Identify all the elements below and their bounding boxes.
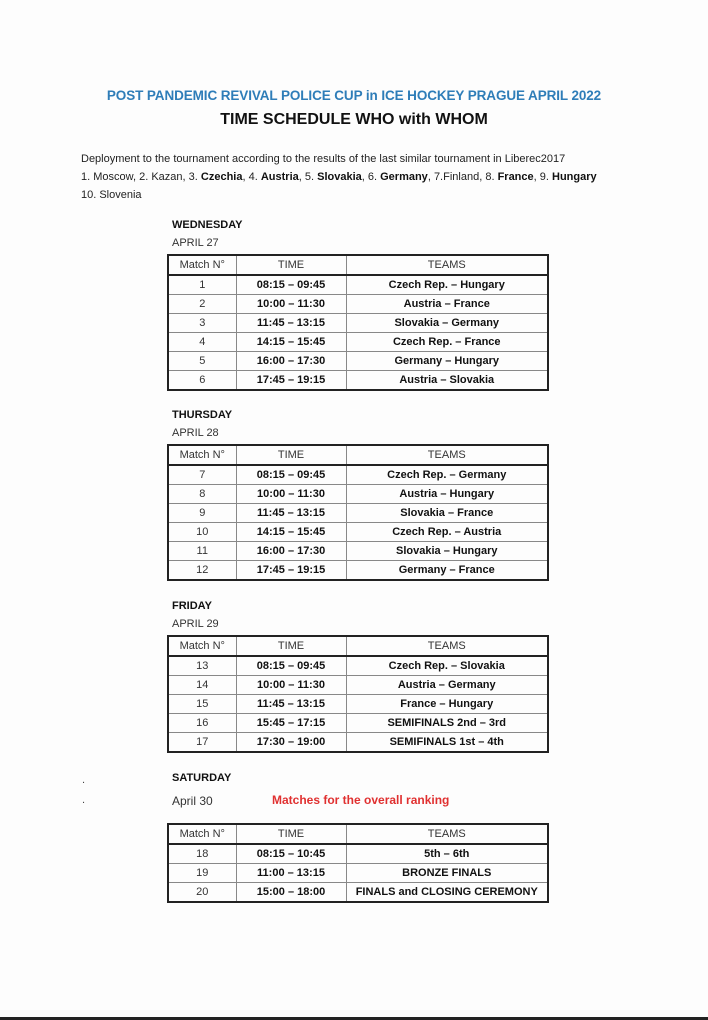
- match-teams: Slovakia – France: [346, 504, 548, 523]
- match-time: 16:00 – 17:30: [236, 352, 346, 371]
- document-title: POST PANDEMIC REVIVAL POLICE CUP in ICE HOCKEY PRAGUE APRIL 2022: [106, 88, 602, 103]
- intro-text: [81, 150, 641, 204]
- match-number: 12: [168, 561, 236, 581]
- match-number: 19: [168, 864, 236, 883]
- match-teams: Slovakia – Hungary: [346, 542, 548, 561]
- match-number: 3: [168, 314, 236, 333]
- table-row: [168, 465, 548, 485]
- ranking-position: 5.: [304, 171, 318, 183]
- match-teams: Austria – Germany: [346, 676, 548, 695]
- match-time: 10:00 – 11:30: [236, 295, 346, 314]
- table-row: [168, 561, 548, 581]
- ranking-separator: ,: [427, 171, 434, 183]
- table-row: [168, 333, 548, 352]
- match-number: 20: [168, 883, 236, 903]
- table-header-row: [168, 824, 548, 844]
- margin-mark: .: [82, 794, 86, 806]
- table-row: [168, 695, 548, 714]
- table-header-row: [168, 636, 548, 656]
- schedule-table-thursday: [167, 444, 549, 581]
- table-row: [168, 275, 548, 295]
- match-time: 10:00 – 11:30: [236, 676, 346, 695]
- match-time: 11:45 – 13:15: [236, 314, 346, 333]
- match-teams: FINALS and CLOSING CEREMONY: [346, 883, 548, 903]
- table-row: [168, 352, 548, 371]
- match-number: 14: [168, 676, 236, 695]
- ranking-team: Czechia: [200, 171, 243, 183]
- ranking-separator: ,: [479, 171, 486, 183]
- match-teams: France – Hungary: [346, 695, 548, 714]
- match-teams: Czech Rep. – Austria: [346, 523, 548, 542]
- match-teams: 5th – 6th: [346, 844, 548, 864]
- match-time: 17:45 – 19:15: [236, 561, 346, 581]
- day-date-thursday: APRIL 28: [172, 427, 219, 439]
- ranking-separator: ,: [132, 171, 140, 183]
- table-row: [168, 485, 548, 504]
- day-heading-friday: FRIDAY: [172, 600, 212, 612]
- match-teams: Czech Rep. – Germany: [346, 465, 548, 485]
- day-date-saturday: April 30: [172, 794, 213, 808]
- match-number-header: Match N°: [168, 636, 236, 656]
- schedule-table-saturday: [167, 823, 549, 903]
- time-header: TIME: [236, 636, 346, 656]
- margin-mark: .: [82, 774, 86, 786]
- match-time: 08:15 – 09:45: [236, 656, 346, 676]
- day-date-friday: APRIL 29: [172, 618, 219, 630]
- match-teams: SEMIFINALS 2nd – 3rd: [346, 714, 548, 733]
- match-teams: Czech Rep. – France: [346, 333, 548, 352]
- match-teams: Austria – France: [346, 295, 548, 314]
- table-row: [168, 676, 548, 695]
- table-row: [168, 733, 548, 753]
- match-number: 1: [168, 275, 236, 295]
- ranking-line-2: 10. Slovenia: [81, 189, 142, 201]
- ranking-team: Kazan: [151, 171, 183, 183]
- day-date-wednesday: APRIL 27: [172, 237, 219, 249]
- ranking-position: 1.: [81, 171, 94, 183]
- table-row: [168, 314, 548, 333]
- ranking-separator: ,: [242, 171, 249, 183]
- match-teams: Austria – Hungary: [346, 485, 548, 504]
- ranking-position: 2.: [139, 171, 152, 183]
- match-teams: Czech Rep. – Hungary: [346, 275, 548, 295]
- schedule-table-friday: [167, 635, 549, 753]
- ranking-team: Germany: [380, 171, 428, 183]
- table-row: [168, 883, 548, 903]
- match-time: 08:15 – 09:45: [236, 275, 346, 295]
- ranking-team: Hungary: [552, 171, 597, 183]
- match-number: 11: [168, 542, 236, 561]
- match-time: 17:30 – 19:00: [236, 733, 346, 753]
- match-time: 16:00 – 17:30: [236, 542, 346, 561]
- match-number: 17: [168, 733, 236, 753]
- table-row: [168, 844, 548, 864]
- match-number: 4: [168, 333, 236, 352]
- match-teams: Slovakia – Germany: [346, 314, 548, 333]
- overall-ranking-note: Matches for the overall ranking: [272, 793, 450, 807]
- day-heading-saturday: SATURDAY: [172, 772, 232, 784]
- ranking-position: 9.: [539, 171, 552, 183]
- table-row: [168, 656, 548, 676]
- match-number: 9: [168, 504, 236, 523]
- match-time: 11:00 – 13:15: [236, 864, 346, 883]
- match-number: 13: [168, 656, 236, 676]
- match-teams: Germany – Hungary: [346, 352, 548, 371]
- table-row: [168, 504, 548, 523]
- ranking-separator: ,: [533, 171, 540, 183]
- document-subtitle: TIME SCHEDULE WHO with WHOM: [220, 111, 488, 128]
- teams-header: TEAMS: [346, 445, 548, 465]
- ranking-position: 8.: [485, 171, 498, 183]
- schedule-table-wednesday: [167, 254, 549, 391]
- match-number: 10: [168, 523, 236, 542]
- day-heading-wednesday: WEDNESDAY: [172, 219, 243, 231]
- ranking-team: France: [497, 171, 534, 183]
- ranking-separator: ,: [361, 171, 368, 183]
- table-header-row: [168, 445, 548, 465]
- match-number: 8: [168, 485, 236, 504]
- match-teams: BRONZE FINALS: [346, 864, 548, 883]
- ranking-team: Slovakia: [317, 171, 362, 183]
- match-time: 10:00 – 11:30: [236, 485, 346, 504]
- teams-header: TEAMS: [346, 636, 548, 656]
- match-number: 7: [168, 465, 236, 485]
- table-row: [168, 523, 548, 542]
- ranking-position: 7.: [433, 171, 444, 183]
- match-time: 15:00 – 18:00: [236, 883, 346, 903]
- table-row: [168, 714, 548, 733]
- ranking-team: Austria: [260, 171, 299, 183]
- match-time: 11:45 – 13:15: [236, 695, 346, 714]
- match-number: 6: [168, 371, 236, 391]
- time-header: TIME: [236, 255, 346, 275]
- match-teams: Germany – France: [346, 561, 548, 581]
- time-header: TIME: [236, 824, 346, 844]
- day-heading-thursday: THURSDAY: [172, 409, 233, 421]
- match-time: 11:45 – 13:15: [236, 504, 346, 523]
- ranking-separator: ,: [298, 171, 305, 183]
- table-row: [168, 371, 548, 391]
- table-row: [168, 295, 548, 314]
- table-row: [168, 542, 548, 561]
- match-teams: Czech Rep. – Slovakia: [346, 656, 548, 676]
- match-time: 14:15 – 15:45: [236, 333, 346, 352]
- table-header-row: [168, 255, 548, 275]
- ranking-separator: ,: [182, 171, 189, 183]
- match-number: 15: [168, 695, 236, 714]
- ranking-position: 3.: [188, 171, 201, 183]
- match-teams: Austria – Slovakia: [346, 371, 548, 391]
- match-number: 5: [168, 352, 236, 371]
- ranking-line: [81, 168, 641, 186]
- time-header: TIME: [236, 445, 346, 465]
- ranking-position: 4.: [248, 171, 261, 183]
- match-number: 16: [168, 714, 236, 733]
- intro-line: Deployment to the tournament according to the results of the last similar tournament in Liberec2017: [81, 153, 566, 165]
- match-time: 15:45 – 17:15: [236, 714, 346, 733]
- match-time: 14:15 – 15:45: [236, 523, 346, 542]
- match-time: 08:15 – 10:45: [236, 844, 346, 864]
- match-time: 08:15 – 09:45: [236, 465, 346, 485]
- match-number-header: Match N°: [168, 445, 236, 465]
- table-row: [168, 864, 548, 883]
- ranking-team: Finland: [443, 171, 480, 183]
- match-number-header: Match N°: [168, 255, 236, 275]
- match-teams: SEMIFINALS 1st – 4th: [346, 733, 548, 753]
- teams-header: TEAMS: [346, 824, 548, 844]
- match-time: 17:45 – 19:15: [236, 371, 346, 391]
- ranking-team: Moscow: [93, 171, 133, 183]
- ranking-position: 6.: [367, 171, 381, 183]
- match-number: 2: [168, 295, 236, 314]
- match-number-header: Match N°: [168, 824, 236, 844]
- match-number: 18: [168, 844, 236, 864]
- teams-header: TEAMS: [346, 255, 548, 275]
